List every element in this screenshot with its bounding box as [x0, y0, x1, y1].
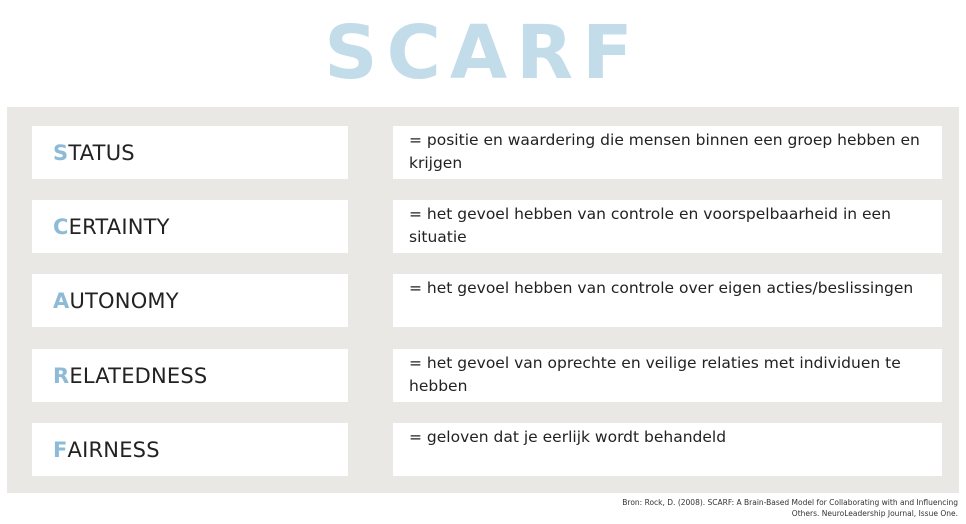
page-title: SCARF [324, 10, 642, 96]
term-rest: ELATEDNESS [69, 363, 208, 388]
term-rest: AIRNESS [67, 437, 160, 462]
term-relatedness [32, 349, 348, 402]
description-certainty: = het gevoel hebben van controle en voorspelbaarheid in een situatie [393, 200, 942, 253]
term-fairness [32, 423, 348, 476]
source-citation [538, 497, 958, 519]
source-line-2: Others. NeuroLeadership Journal, Issue One. [791, 509, 958, 518]
source-line-1: Bron: Rock, D. (2008). SCARF: A Brain-Based Model for Collaborating with and Influencing [622, 498, 958, 507]
table-row-fairness [7, 423, 959, 476]
term-certainty [32, 200, 348, 253]
description-relatedness: = het gevoel van oprechte en veilige relaties met individuen te hebben [393, 349, 942, 402]
term-initial: R [53, 363, 70, 388]
description-status: = positie en waardering die mensen binnen een groep hebben en krijgen [393, 126, 942, 179]
description-autonomy: = het gevoel hebben van controle over eigen acties/beslissingen [393, 274, 942, 327]
term-initial: F [53, 437, 68, 462]
term-rest: TATUS [68, 140, 135, 165]
table-row-status [7, 126, 959, 179]
term-initial: S [53, 140, 69, 165]
term-initial: C [53, 214, 69, 239]
scarf-table [7, 107, 959, 493]
term-status [32, 126, 348, 179]
table-row-relatedness [7, 349, 959, 402]
term-rest: ERTAINTY [68, 214, 170, 239]
description-fairness: = geloven dat je eerlijk wordt behandeld [393, 423, 942, 476]
term-rest: UTONOMY [69, 288, 179, 313]
table-row-certainty [7, 200, 959, 253]
table-row-autonomy [7, 274, 959, 327]
term-autonomy [32, 274, 348, 327]
term-initial: A [53, 288, 70, 313]
